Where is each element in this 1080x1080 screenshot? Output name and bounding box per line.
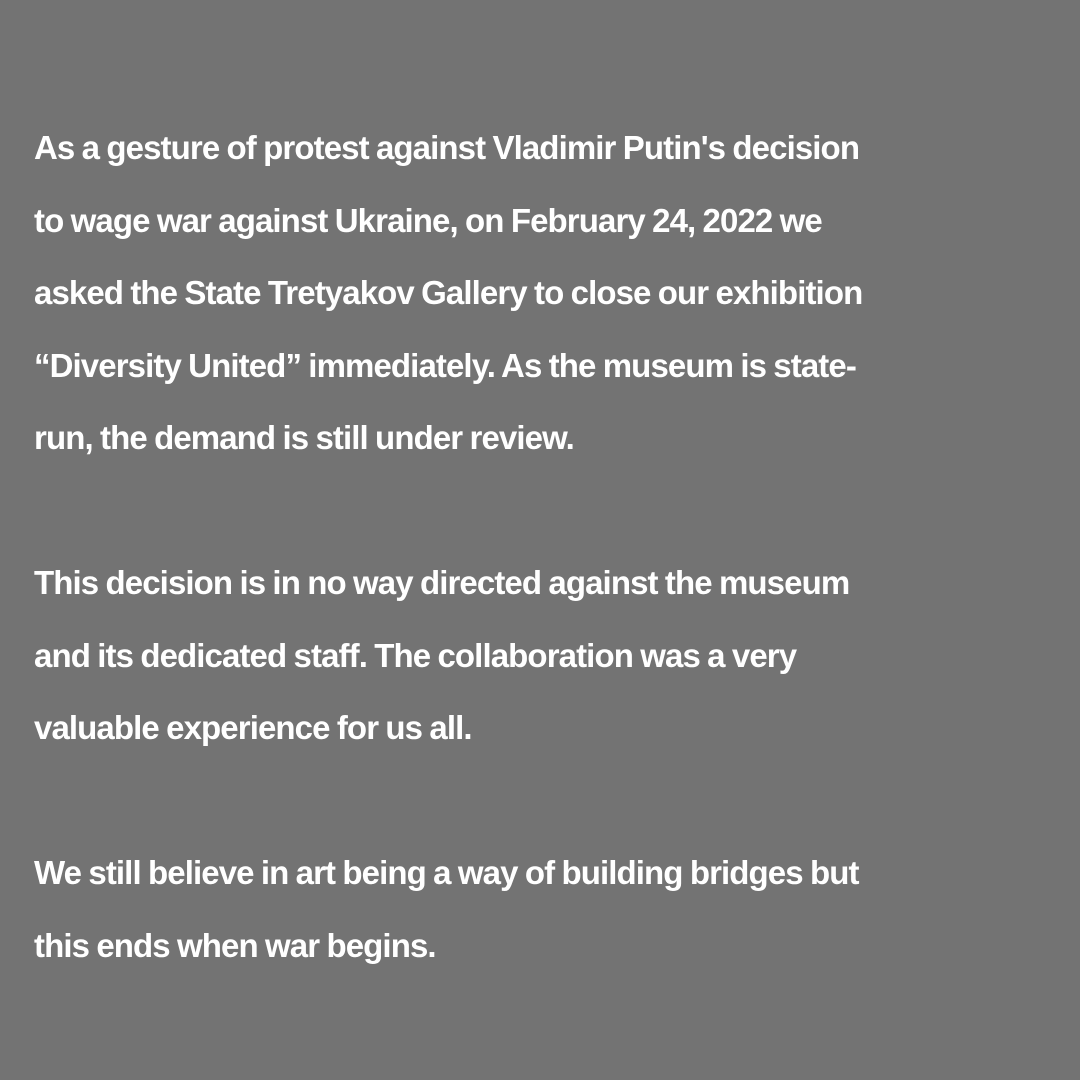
statement-line: valuable experience for us all.	[34, 709, 472, 746]
statement-paragraph-2	[34, 547, 1046, 765]
statement-line: run, the demand is still under review.	[34, 419, 574, 456]
statement-line: asked the State Tretyakov Gallery to close our exhibition	[34, 274, 863, 311]
protest-statement	[34, 112, 1046, 982]
statement-line: to wage war against Ukraine, on February 24, 2022 we	[34, 201, 822, 239]
statement-line: This decision is in no way directed against the museum	[34, 564, 850, 601]
statement-line: We still believe in art being a way of building bridges but	[34, 854, 859, 891]
statement-line: this ends when war begins.	[34, 926, 436, 964]
statement-paragraph-3	[34, 837, 1046, 982]
statement-line: and its dedicated staff. The collaboration was a very	[34, 636, 797, 674]
statement-line: As a gesture of protest against Vladimir Putin's decision	[34, 129, 860, 166]
statement-paragraph-1	[34, 112, 1046, 475]
statement-line: “Diversity United” immediately. As the museum is state-	[34, 346, 856, 384]
